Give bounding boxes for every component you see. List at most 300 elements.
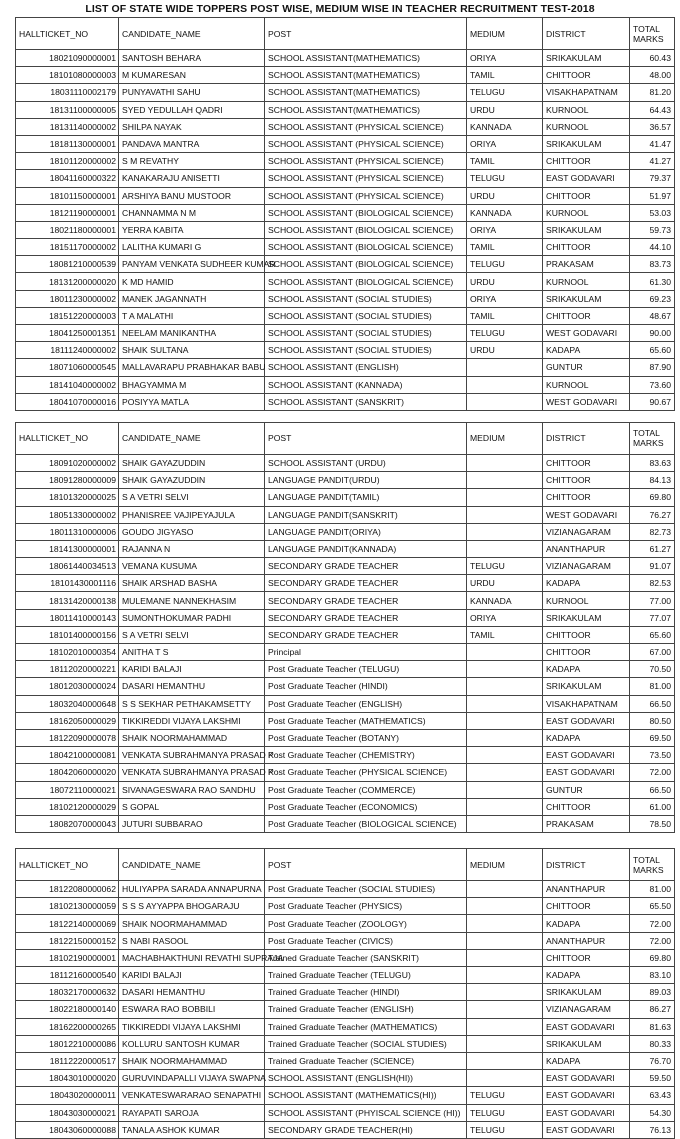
- cell-total-marks: 81.00: [630, 881, 675, 898]
- table-row: [16, 575, 675, 592]
- table-header-row: [16, 422, 675, 454]
- cell-hallticket-no: 18122140000069: [16, 915, 119, 932]
- column-header-medium: MEDIUM: [467, 18, 543, 50]
- cell-hallticket-no: 18091020000002: [16, 454, 119, 471]
- cell-medium: [467, 1035, 543, 1052]
- cell-candidate-name: VENKATA SUBRAHMANYA PRASAD K: [119, 747, 265, 764]
- cell-hallticket-no: 18101150000001: [16, 187, 119, 204]
- cell-district: CHITTOOR: [543, 187, 630, 204]
- cell-medium: [467, 898, 543, 915]
- table-row: [16, 239, 675, 256]
- cell-district: PRAKASAM: [543, 256, 630, 273]
- cell-candidate-name: VEMANA KUSUMA: [119, 558, 265, 575]
- cell-medium: ORIYA: [467, 290, 543, 307]
- cell-post: SCHOOL ASSISTANT (PHYISCAL SCIENCE (HI)): [265, 1104, 467, 1121]
- cell-total-marks: 65.50: [630, 898, 675, 915]
- cell-post: SCHOOL ASSISTANT (BIOLOGICAL SCIENCE): [265, 256, 467, 273]
- cell-district: EAST GODAVARI: [543, 1104, 630, 1121]
- cell-hallticket-no: 18141300000001: [16, 540, 119, 557]
- cell-medium: URDU: [467, 575, 543, 592]
- cell-candidate-name: HULIYAPPA SARADA ANNAPURNA: [119, 881, 265, 898]
- cell-total-marks: 69.23: [630, 290, 675, 307]
- cell-post: SCHOOL ASSISTANT (PHYSICAL SCIENCE): [265, 135, 467, 152]
- cell-district: KURNOOL: [543, 101, 630, 118]
- cell-medium: [467, 454, 543, 471]
- cell-hallticket-no: 18101430001116: [16, 575, 119, 592]
- cell-medium: TELUGU: [467, 1104, 543, 1121]
- cell-hallticket-no: 18122150000152: [16, 932, 119, 949]
- cell-candidate-name: GURUVINDAPALLI VIJAYA SWAPNA: [119, 1070, 265, 1087]
- cell-total-marks: 90.00: [630, 325, 675, 342]
- cell-district: CHITTOOR: [543, 472, 630, 489]
- cell-total-marks: 81.63: [630, 1018, 675, 1035]
- cell-total-marks: 65.60: [630, 626, 675, 643]
- cell-total-marks: 73.60: [630, 376, 675, 393]
- cell-district: SRIKAKULAM: [543, 1035, 630, 1052]
- cell-hallticket-no: 18031110002179: [16, 84, 119, 101]
- column-header-total-marks: TOTAL MARKS: [630, 18, 675, 50]
- table-row: [16, 393, 675, 410]
- cell-candidate-name: SHAIK NOORMAHAMMAD: [119, 915, 265, 932]
- cell-hallticket-no: 18112160000540: [16, 967, 119, 984]
- cell-candidate-name: DASARI HEMANTHU: [119, 984, 265, 1001]
- table-row: [16, 187, 675, 204]
- table-row: [16, 472, 675, 489]
- cell-post: SCHOOL ASSISTANT(MATHEMATICS): [265, 67, 467, 84]
- table-row: [16, 712, 675, 729]
- cell-candidate-name: GOUDO JIGYASO: [119, 523, 265, 540]
- table-row: [16, 359, 675, 376]
- cell-medium: [467, 393, 543, 410]
- column-header-district: DISTRICT: [543, 18, 630, 50]
- cell-post: LANGUAGE PANDIT(TAMIL): [265, 489, 467, 506]
- table-row: [16, 984, 675, 1001]
- cell-hallticket-no: 18162050000029: [16, 712, 119, 729]
- table-row: [16, 540, 675, 557]
- cell-post: SCHOOL ASSISTANT (PHYSICAL SCIENCE): [265, 153, 467, 170]
- cell-total-marks: 54.30: [630, 1104, 675, 1121]
- cell-total-marks: 83.10: [630, 967, 675, 984]
- column-header-district: DISTRICT: [543, 849, 630, 881]
- cell-candidate-name: PUNYAVATHI SAHU: [119, 84, 265, 101]
- cell-hallticket-no: 18101080000003: [16, 67, 119, 84]
- cell-candidate-name: VENKATESWARARAO SENAPATHI: [119, 1087, 265, 1104]
- cell-hallticket-no: 18112020000221: [16, 661, 119, 678]
- cell-candidate-name: SYED YEDULLAH QADRI: [119, 101, 265, 118]
- cell-post: Post Graduate Teacher (ECONOMICS): [265, 798, 467, 815]
- cell-post: SCHOOL ASSISTANT (MATHEMATICS(HI)): [265, 1087, 467, 1104]
- table-row: [16, 325, 675, 342]
- cell-total-marks: 83.73: [630, 256, 675, 273]
- cell-district: CHITTOOR: [543, 626, 630, 643]
- cell-candidate-name: SUMONTHOKUMAR PADHI: [119, 609, 265, 626]
- cell-district: CHITTOOR: [543, 798, 630, 815]
- cell-post: Trained Graduate Teacher (SCIENCE): [265, 1052, 467, 1069]
- column-header-post: POST: [265, 18, 467, 50]
- cell-post: SECONDARY GRADE TEACHER: [265, 609, 467, 626]
- cell-hallticket-no: 18101120000002: [16, 153, 119, 170]
- cell-candidate-name: S GOPAL: [119, 798, 265, 815]
- cell-hallticket-no: 18151170000002: [16, 239, 119, 256]
- cell-candidate-name: SHAIK SULTANA: [119, 342, 265, 359]
- cell-candidate-name: MALLAVARAPU PRABHAKAR BABU: [119, 359, 265, 376]
- cell-district: KURNOOL: [543, 273, 630, 290]
- cell-district: CHITTOOR: [543, 67, 630, 84]
- cell-post: SCHOOL ASSISTANT (SOCIAL STUDIES): [265, 307, 467, 324]
- cell-total-marks: 80.33: [630, 1035, 675, 1052]
- cell-post: SCHOOL ASSISTANT (BIOLOGICAL SCIENCE): [265, 239, 467, 256]
- cell-district: GUNTUR: [543, 359, 630, 376]
- cell-post: Post Graduate Teacher (MATHEMATICS): [265, 712, 467, 729]
- cell-total-marks: 91.07: [630, 558, 675, 575]
- cell-medium: TAMIL: [467, 307, 543, 324]
- cell-candidate-name: SHAIK GAYAZUDDIN: [119, 472, 265, 489]
- cell-medium: TELUGU: [467, 325, 543, 342]
- cell-medium: [467, 949, 543, 966]
- cell-candidate-name: TANALA ASHOK KUMAR: [119, 1121, 265, 1138]
- cell-post: SECONDARY GRADE TEACHER(HI): [265, 1121, 467, 1138]
- cell-total-marks: 61.27: [630, 540, 675, 557]
- cell-medium: [467, 712, 543, 729]
- cell-total-marks: 61.30: [630, 273, 675, 290]
- cell-candidate-name: S M REVATHY: [119, 153, 265, 170]
- table-row: [16, 781, 675, 798]
- cell-total-marks: 76.13: [630, 1121, 675, 1138]
- column-header-hallticket-no: HALLTICKET_NO: [16, 18, 119, 50]
- cell-medium: [467, 915, 543, 932]
- column-header-hallticket-no: HALLTICKET_NO: [16, 422, 119, 454]
- cell-candidate-name: KANAKARAJU ANISETTI: [119, 170, 265, 187]
- table-row: [16, 1035, 675, 1052]
- table-row: [16, 1052, 675, 1069]
- cell-total-marks: 65.60: [630, 342, 675, 359]
- table-row: [16, 84, 675, 101]
- cell-total-marks: 80.50: [630, 712, 675, 729]
- cell-medium: TAMIL: [467, 153, 543, 170]
- cell-candidate-name: YERRA KABITA: [119, 221, 265, 238]
- cell-medium: [467, 747, 543, 764]
- cell-district: SRIKAKULAM: [543, 609, 630, 626]
- cell-medium: URDU: [467, 273, 543, 290]
- cell-hallticket-no: 18072110000021: [16, 781, 119, 798]
- cell-total-marks: 76.70: [630, 1052, 675, 1069]
- cell-total-marks: 69.50: [630, 729, 675, 746]
- cell-medium: [467, 506, 543, 523]
- table-row: [16, 489, 675, 506]
- cell-medium: TAMIL: [467, 239, 543, 256]
- cell-district: WEST GODAVARI: [543, 506, 630, 523]
- table-row: [16, 342, 675, 359]
- cell-post: Post Graduate Teacher (CHEMISTRY): [265, 747, 467, 764]
- table-row: [16, 747, 675, 764]
- cell-post: SCHOOL ASSISTANT (SANSKRIT): [265, 393, 467, 410]
- cell-hallticket-no: 18011230000002: [16, 290, 119, 307]
- column-header-medium: MEDIUM: [467, 422, 543, 454]
- cell-medium: [467, 376, 543, 393]
- table-row: [16, 307, 675, 324]
- cell-candidate-name: MULEMANE NANNEKHASIM: [119, 592, 265, 609]
- cell-candidate-name: MANEK JAGANNATH: [119, 290, 265, 307]
- cell-post: Trained Graduate Teacher (SANSKRIT): [265, 949, 467, 966]
- cell-candidate-name: TIKKIREDDI VIJAYA LAKSHMI: [119, 1018, 265, 1035]
- cell-hallticket-no: 18162200000265: [16, 1018, 119, 1035]
- cell-hallticket-no: 18012210000086: [16, 1035, 119, 1052]
- cell-district: SRIKAKULAM: [543, 678, 630, 695]
- cell-medium: [467, 1001, 543, 1018]
- cell-candidate-name: SHAIK ARSHAD BASHA: [119, 575, 265, 592]
- cell-district: CHITTOOR: [543, 239, 630, 256]
- cell-district: SRIKAKULAM: [543, 290, 630, 307]
- table-row: [16, 661, 675, 678]
- table-row: [16, 256, 675, 273]
- cell-candidate-name: KARIDI BALAJI: [119, 661, 265, 678]
- cell-total-marks: 67.00: [630, 644, 675, 661]
- cell-candidate-name: LALITHA KUMARI G: [119, 239, 265, 256]
- cell-medium: [467, 729, 543, 746]
- cell-district: EAST GODAVARI: [543, 764, 630, 781]
- cell-total-marks: 59.50: [630, 1070, 675, 1087]
- table-row: [16, 273, 675, 290]
- table-row: [16, 949, 675, 966]
- cell-post: SCHOOL ASSISTANT (ENGLISH): [265, 359, 467, 376]
- cell-medium: KANNADA: [467, 118, 543, 135]
- cell-candidate-name: SIVANAGESWARA RAO SANDHU: [119, 781, 265, 798]
- cell-district: KURNOOL: [543, 376, 630, 393]
- cell-medium: TELUGU: [467, 558, 543, 575]
- cell-total-marks: 77.07: [630, 609, 675, 626]
- cell-hallticket-no: 18012030000024: [16, 678, 119, 695]
- cell-post: SECONDARY GRADE TEACHER: [265, 592, 467, 609]
- cell-district: SRIKAKULAM: [543, 135, 630, 152]
- table-row: [16, 558, 675, 575]
- cell-district: WEST GODAVARI: [543, 393, 630, 410]
- cell-post: LANGUAGE PANDIT(URDU): [265, 472, 467, 489]
- cell-hallticket-no: 18011310000006: [16, 523, 119, 540]
- cell-post: Post Graduate Teacher (SOCIAL STUDIES): [265, 881, 467, 898]
- cell-candidate-name: PANYAM VENKATA SUDHEER KUMAR: [119, 256, 265, 273]
- cell-medium: [467, 984, 543, 1001]
- cell-hallticket-no: 18041160000322: [16, 170, 119, 187]
- cell-hallticket-no: 18042060000020: [16, 764, 119, 781]
- cell-post: SCHOOL ASSISTANT (ENGLISH(HI)): [265, 1070, 467, 1087]
- page-title: LIST OF STATE WIDE TOPPERS POST WISE, MEDIUM WISE IN TEACHER RECRUITMENT TEST-2018: [85, 3, 595, 15]
- table-row: [16, 695, 675, 712]
- cell-hallticket-no: 18032040000648: [16, 695, 119, 712]
- cell-post: SCHOOL ASSISTANT(MATHEMATICS): [265, 84, 467, 101]
- cell-district: VIZIANAGARAM: [543, 523, 630, 540]
- table-row: [16, 729, 675, 746]
- cell-medium: [467, 932, 543, 949]
- cell-district: KADAPA: [543, 342, 630, 359]
- cell-total-marks: 89.03: [630, 984, 675, 1001]
- cell-candidate-name: S S S AYYAPPA BHOGARAJU: [119, 898, 265, 915]
- cell-post: SCHOOL ASSISTANT (PHYSICAL SCIENCE): [265, 170, 467, 187]
- cell-district: EAST GODAVARI: [543, 1121, 630, 1138]
- table-row: [16, 221, 675, 238]
- cell-district: WEST GODAVARI: [543, 325, 630, 342]
- table-row: [16, 915, 675, 932]
- cell-hallticket-no: 18101320000025: [16, 489, 119, 506]
- cell-medium: ORIYA: [467, 135, 543, 152]
- cell-medium: KANNADA: [467, 204, 543, 221]
- cell-district: SRIKAKULAM: [543, 221, 630, 238]
- cell-district: CHITTOOR: [543, 644, 630, 661]
- cell-district: ANANTHAPUR: [543, 540, 630, 557]
- cell-medium: TELUGU: [467, 1087, 543, 1104]
- cell-hallticket-no: 18122080000062: [16, 881, 119, 898]
- cell-district: ANANTHAPUR: [543, 932, 630, 949]
- cell-hallticket-no: 18181130000001: [16, 135, 119, 152]
- cell-medium: [467, 1018, 543, 1035]
- cell-post: Post Graduate Teacher (PHYSICAL SCIENCE): [265, 764, 467, 781]
- cell-hallticket-no: 18041250001351: [16, 325, 119, 342]
- table-row: [16, 967, 675, 984]
- cell-hallticket-no: 18082070000043: [16, 815, 119, 832]
- cell-candidate-name: KARIDI BALAJI: [119, 967, 265, 984]
- cell-medium: [467, 523, 543, 540]
- column-header-post: POST: [265, 849, 467, 881]
- cell-medium: TELUGU: [467, 256, 543, 273]
- cell-post: Principal: [265, 644, 467, 661]
- cell-post: SECONDARY GRADE TEACHER: [265, 626, 467, 643]
- cell-candidate-name: S A VETRI SELVI: [119, 626, 265, 643]
- cell-total-marks: 72.00: [630, 915, 675, 932]
- cell-total-marks: 53.03: [630, 204, 675, 221]
- cell-total-marks: 41.47: [630, 135, 675, 152]
- cell-candidate-name: CHANNAMMA N M: [119, 204, 265, 221]
- cell-district: VIZIANAGARAM: [543, 558, 630, 575]
- cell-district: GUNTUR: [543, 781, 630, 798]
- cell-hallticket-no: 18011410000143: [16, 609, 119, 626]
- cell-candidate-name: RAYAPATI SAROJA: [119, 1104, 265, 1121]
- cell-hallticket-no: 18111240000002: [16, 342, 119, 359]
- cell-hallticket-no: 18112220000517: [16, 1052, 119, 1069]
- cell-post: SCHOOL ASSISTANT(MATHEMATICS): [265, 101, 467, 118]
- cell-district: PRAKASAM: [543, 815, 630, 832]
- cell-hallticket-no: 18131420000138: [16, 592, 119, 609]
- cell-total-marks: 79.37: [630, 170, 675, 187]
- cell-hallticket-no: 18121190000001: [16, 204, 119, 221]
- cell-hallticket-no: 18022180000140: [16, 1001, 119, 1018]
- cell-candidate-name: BHAGYAMMA M: [119, 376, 265, 393]
- cell-total-marks: 36.57: [630, 118, 675, 135]
- cell-hallticket-no: 18091280000009: [16, 472, 119, 489]
- cell-total-marks: 48.00: [630, 67, 675, 84]
- cell-post: Post Graduate Teacher (PHYSICS): [265, 898, 467, 915]
- cell-hallticket-no: 18032170000632: [16, 984, 119, 1001]
- table-row: [16, 1121, 675, 1138]
- cell-hallticket-no: 18021180000001: [16, 221, 119, 238]
- cell-medium: TELUGU: [467, 170, 543, 187]
- cell-candidate-name: NEELAM MANIKANTHA: [119, 325, 265, 342]
- cell-total-marks: 64.43: [630, 101, 675, 118]
- cell-post: SCHOOL ASSISTANT (PHYSICAL SCIENCE): [265, 187, 467, 204]
- cell-post: LANGUAGE PANDIT(KANNADA): [265, 540, 467, 557]
- cell-candidate-name: VENKATA SUBRAHMANYA PRASAD K: [119, 764, 265, 781]
- cell-medium: [467, 781, 543, 798]
- cell-district: CHITTOOR: [543, 454, 630, 471]
- cell-district: KURNOOL: [543, 592, 630, 609]
- cell-hallticket-no: 18102130000059: [16, 898, 119, 915]
- column-header-hallticket-no: HALLTICKET_NO: [16, 849, 119, 881]
- toppers-tables: [0, 17, 680, 1139]
- toppers-table: [15, 422, 675, 833]
- table-row: [16, 678, 675, 695]
- cell-total-marks: 84.13: [630, 472, 675, 489]
- cell-candidate-name: RAJANNA N: [119, 540, 265, 557]
- cell-candidate-name: SHAIK GAYAZUDDIN: [119, 454, 265, 471]
- table-row: [16, 204, 675, 221]
- cell-district: KADAPA: [543, 1052, 630, 1069]
- cell-total-marks: 72.00: [630, 932, 675, 949]
- cell-medium: [467, 472, 543, 489]
- table-row: [16, 523, 675, 540]
- table-row: [16, 764, 675, 781]
- cell-district: ANANTHAPUR: [543, 881, 630, 898]
- cell-hallticket-no: 18141040000002: [16, 376, 119, 393]
- cell-candidate-name: KOLLURU SANTOSH KUMAR: [119, 1035, 265, 1052]
- cell-post: SCHOOL ASSISTANT (SOCIAL STUDIES): [265, 325, 467, 342]
- table-row: [16, 67, 675, 84]
- cell-candidate-name: SHILPA NAYAK: [119, 118, 265, 135]
- cell-post: Post Graduate Teacher (HINDI): [265, 678, 467, 695]
- cell-post: SCHOOL ASSISTANT (URDU): [265, 454, 467, 471]
- cell-candidate-name: K MD HAMID: [119, 273, 265, 290]
- cell-hallticket-no: 18071060000545: [16, 359, 119, 376]
- cell-total-marks: 87.90: [630, 359, 675, 376]
- cell-district: VISAKHAPATNAM: [543, 84, 630, 101]
- cell-candidate-name: M KUMARESAN: [119, 67, 265, 84]
- cell-post: SCHOOL ASSISTANT (KANNADA): [265, 376, 467, 393]
- table-header-row: [16, 849, 675, 881]
- cell-post: Post Graduate Teacher (ZOOLOGY): [265, 915, 467, 932]
- column-header-post: POST: [265, 422, 467, 454]
- cell-candidate-name: SHAIK NOORMAHAMMAD: [119, 1052, 265, 1069]
- cell-medium: TAMIL: [467, 626, 543, 643]
- cell-hallticket-no: 18051330000002: [16, 506, 119, 523]
- cell-medium: ORIYA: [467, 221, 543, 238]
- cell-total-marks: 66.50: [630, 695, 675, 712]
- cell-hallticket-no: 18102010000354: [16, 644, 119, 661]
- cell-total-marks: 77.00: [630, 592, 675, 609]
- table-row: [16, 898, 675, 915]
- cell-post: SCHOOL ASSISTANT (BIOLOGICAL SCIENCE): [265, 204, 467, 221]
- table-row: [16, 609, 675, 626]
- table-row: [16, 1087, 675, 1104]
- cell-hallticket-no: 18101400000156: [16, 626, 119, 643]
- cell-candidate-name: POSIYYA MATLA: [119, 393, 265, 410]
- cell-post: Trained Graduate Teacher (TELUGU): [265, 967, 467, 984]
- cell-district: EAST GODAVARI: [543, 712, 630, 729]
- cell-post: SCHOOL ASSISTANT (BIOLOGICAL SCIENCE): [265, 221, 467, 238]
- cell-candidate-name: PHANISREE VAJIPEYAJULA: [119, 506, 265, 523]
- cell-hallticket-no: 18021090000001: [16, 50, 119, 67]
- table-row: [16, 644, 675, 661]
- cell-post: SCHOOL ASSISTANT (BIOLOGICAL SCIENCE): [265, 273, 467, 290]
- cell-post: Post Graduate Teacher (TELUGU): [265, 661, 467, 678]
- cell-candidate-name: S S SEKHAR PETHAKAMSETTY: [119, 695, 265, 712]
- table-row: [16, 932, 675, 949]
- cell-candidate-name: ANITHA T S: [119, 644, 265, 661]
- cell-district: EAST GODAVARI: [543, 170, 630, 187]
- cell-medium: URDU: [467, 101, 543, 118]
- cell-total-marks: 69.80: [630, 949, 675, 966]
- cell-district: CHITTOOR: [543, 489, 630, 506]
- column-header-candidate-name: CANDIDATE_NAME: [119, 18, 265, 50]
- cell-hallticket-no: 18131140000002: [16, 118, 119, 135]
- table-row: [16, 290, 675, 307]
- cell-total-marks: 72.00: [630, 764, 675, 781]
